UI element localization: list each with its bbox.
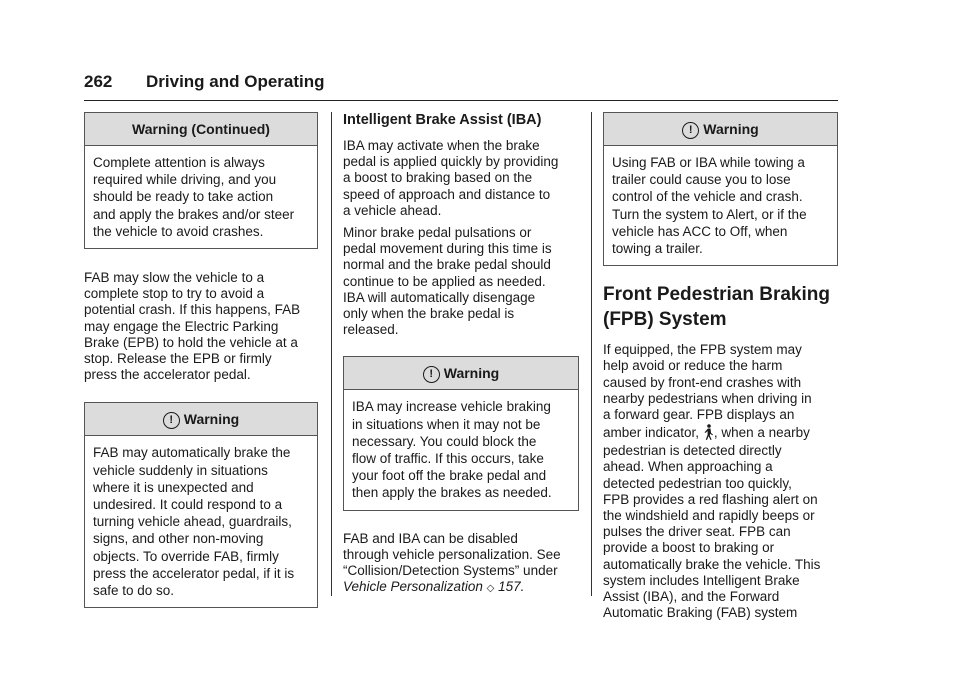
column-divider: [591, 112, 592, 596]
text-line: a boost to braking based on the: [343, 170, 533, 186]
text-line: stop. Release the EPB or firmly: [84, 351, 272, 367]
text-line: undesired. It could respond to a: [93, 497, 283, 513]
fpb-heading: [603, 282, 838, 332]
text-line: trailer could cause you to lose: [612, 172, 791, 188]
iba-paragraph-1: [343, 138, 579, 219]
text-line: where it is unexpected and: [93, 479, 254, 495]
text-fragment: , when a nearby: [713, 425, 810, 441]
cross-reference-link[interactable]: Vehicle Personalization: [343, 579, 483, 595]
warning-box-towing: [603, 112, 838, 266]
text-line: provide a boost to braking or: [603, 540, 775, 556]
text-line: released.: [343, 322, 399, 338]
text-line: pedal movement during this time is: [343, 241, 552, 257]
punctuation: .: [520, 579, 525, 595]
text-line: only when the brake pedal is: [343, 306, 515, 322]
warning-box-body: [85, 436, 317, 607]
fpb-paragraph: [603, 342, 838, 621]
text-line: objects. To override FAB, firmly: [93, 548, 279, 564]
warning-circle-icon: !: [163, 412, 180, 429]
warning-label: Warning: [703, 121, 759, 137]
text-line: [603, 423, 838, 443]
warning-box-iba: [343, 356, 579, 510]
text-line: pedal is applied quickly by providing: [343, 154, 559, 170]
text-line: the windshield and rapidly beeps or: [603, 508, 815, 524]
column-1: [84, 112, 318, 608]
column-3: [603, 112, 838, 621]
warning-box-fab: [84, 402, 318, 608]
text-line: Automatic Braking (FAB) system: [603, 605, 798, 621]
text-line: required while driving, and you: [93, 172, 277, 188]
text-line: potential crash. If this happens, FAB: [84, 302, 301, 318]
warning-box-title: [85, 403, 317, 436]
text-line: normal and the brake pedal should: [343, 257, 551, 273]
fab-paragraph: [84, 270, 318, 383]
page-ref-arrow-icon: ◇: [486, 583, 495, 595]
section-title: Driving and Operating: [146, 72, 325, 91]
page-header: [84, 72, 838, 101]
page-number: 262: [84, 72, 113, 91]
warning-box-body: [85, 146, 317, 248]
text-line: Using FAB or IBA while towing a: [612, 155, 805, 170]
warning-box-continued: [84, 112, 318, 249]
text-line: IBA will automatically disengage: [343, 289, 536, 305]
text-line: Turn the system to Alert, or if the: [612, 206, 807, 222]
disable-paragraph: [343, 531, 579, 598]
text-line: and apply the brakes and/or steer: [93, 206, 295, 222]
pedestrian-icon: [703, 424, 714, 440]
text-line: in situations when it may not be: [352, 416, 541, 432]
text-line: towing a trailer.: [612, 241, 703, 257]
text-line: press the accelerator pedal.: [84, 367, 251, 383]
text-line: Minor brake pedal pulsations or: [343, 225, 532, 241]
text-line: turning vehicle ahead, guardrails,: [93, 514, 292, 530]
warning-box-body: [344, 390, 578, 509]
text-line: FAB may slow the vehicle to a: [84, 270, 265, 286]
column-2: [343, 112, 579, 597]
heading-line: Front Pedestrian Braking: [603, 284, 830, 306]
text-line: vehicle has ACC to Off, when: [612, 223, 788, 239]
text-line: vehicle suddenly in situations: [93, 462, 268, 478]
column-divider: [331, 112, 332, 596]
warning-box-title: [344, 357, 578, 390]
text-line: continue to be applied as needed.: [343, 273, 546, 289]
warning-label: Warning: [183, 411, 240, 428]
text-line: necessary. You could block the: [352, 433, 537, 449]
text-line: a forward gear. FPB displays an: [603, 407, 795, 423]
text-line: pedestrian is detected directly: [603, 443, 782, 459]
text-line: FAB may automatically brake the: [93, 445, 291, 461]
warning-box-title: [604, 113, 837, 146]
warning-box-title: Warning (Continued): [85, 113, 317, 146]
text-line: help avoid or reduce the harm: [603, 358, 783, 374]
warning-box-body: [604, 146, 837, 265]
iba-heading: Intelligent Brake Assist (IBA): [343, 112, 542, 128]
text-line: control of the vehicle and crash.: [612, 189, 803, 205]
text-line: Brake (EPB) to hold the vehicle at a: [84, 334, 298, 350]
text-line: FPB provides a red flashing alert on: [603, 491, 818, 507]
text-line: automatically brake the vehicle. This: [603, 556, 821, 572]
text-line: ahead. When approaching a: [603, 459, 773, 475]
text-line: detected pedestrian too quickly,: [603, 475, 792, 491]
cross-reference-page[interactable]: 157: [498, 579, 521, 595]
warning-circle-icon: !: [682, 122, 699, 139]
warning-circle-icon: !: [423, 366, 440, 383]
text-line: the vehicle to avoid crashes.: [93, 223, 264, 239]
text-line: caused by front-end crashes with: [603, 374, 802, 390]
iba-paragraph-2: [343, 225, 579, 338]
text-fragment: amber indicator,: [603, 425, 703, 441]
text-line: nearby pedestrians when driving in: [603, 390, 812, 406]
text-line: [343, 579, 579, 597]
text-line: through vehicle personalization. See: [343, 546, 561, 562]
text-line: Assist (IBA), and the Forward: [603, 589, 780, 605]
text-line: Complete attention is always: [93, 155, 265, 170]
text-line: pulses the driver seat. FPB can: [603, 524, 791, 540]
text-line: press the accelerator pedal, if it is: [93, 565, 295, 581]
text-line: should be ready to take action: [93, 189, 274, 205]
text-line: FAB and IBA can be disabled: [343, 530, 518, 546]
text-line: speed of approach and distance to: [343, 186, 551, 202]
text-line: safe to do so.: [93, 583, 175, 599]
text-line: your foot off the brake pedal and: [352, 468, 547, 484]
text-line: then apply the brakes as needed.: [352, 485, 552, 501]
text-line: flow of traffic. If this occurs, take: [352, 451, 544, 467]
text-line: may engage the Electric Parking: [84, 318, 279, 334]
text-line: “Collision/Detection Systems” under: [343, 563, 558, 579]
text-line: system includes Intelligent Brake: [603, 572, 800, 588]
text-line: IBA may activate when the brake: [343, 138, 540, 153]
text-line: IBA may increase vehicle braking: [352, 399, 551, 415]
text-line: a vehicle ahead.: [343, 202, 442, 218]
text-line: complete stop to try to avoid a: [84, 286, 265, 302]
heading-line: (FPB) System: [603, 309, 727, 331]
text-line: signs, and other non-moving: [93, 531, 264, 547]
warning-label: Warning: [443, 365, 500, 382]
text-line: If equipped, the FPB system may: [603, 342, 802, 358]
